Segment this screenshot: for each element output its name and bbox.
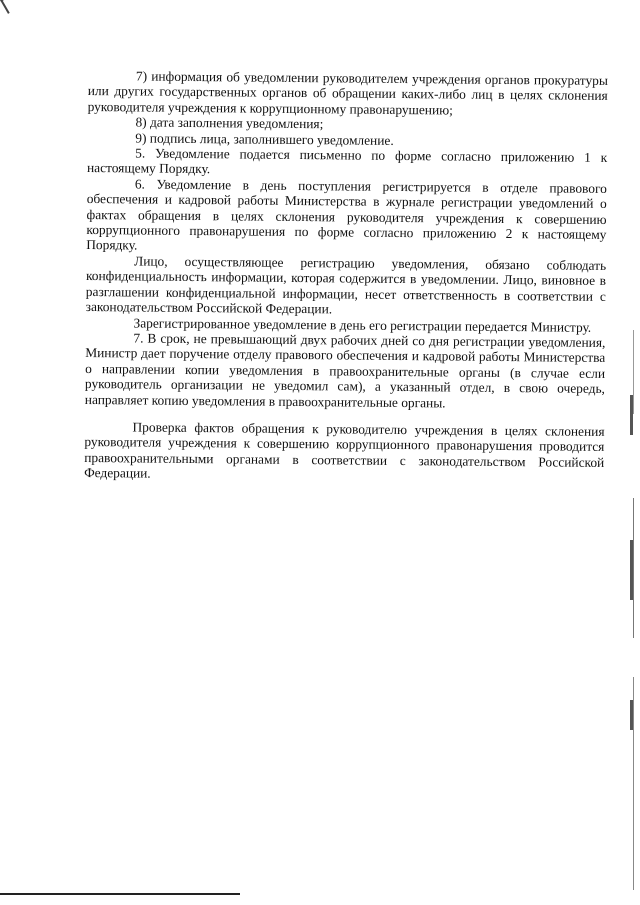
- scan-edge-tick: [630, 540, 633, 600]
- paragraph-item-8: 8) дата заполнения уведомления;: [135, 114, 324, 132]
- scan-edge-line: [633, 330, 634, 890]
- paragraph-point-6: 6. Уведомление в день поступления регистрируется в отделе правового обеспечения и кадровой работы Министерства в журнале регистрации уведомлений о фактах обращения в целях склонения руководителя учреждения к совершению коррупционного правонарушения по форме согласно приложению 2 к настоящему Порядку.: [86, 176, 607, 253]
- document-body: [84, 68, 608, 486]
- scan-corner-mark: [0, 0, 24, 14]
- scan-edge-tick: [630, 700, 633, 730]
- paragraph-point-7: 7. В срок, не превышающий двух рабочих дней со дня регистрации уведомления, Министр дает поручение отделу правового обеспечения и кадровой работы Министерства о направлении копии уведомления в правоохранительные органы (в случае если руководитель организации не уведомил сам), а указанный отдел, в свою очередь, направляет копию уведомления в правоохранительные органы.: [84, 330, 606, 410]
- paragraph-item-7: 7) информация об уведомлении руководителем учреждения органов прокуратуры или других государственных органов об обращении каких-либо лиц в целях склонения руководителя учреждения к коррупционному правонарушению;: [87, 68, 608, 118]
- paragraph-item-9: 9) подпись лица, заполнившего уведомление.: [135, 130, 394, 148]
- paragraph-verification: Проверка фактов обращения к руководителю учреждения в целях склонения руководителя учреждения к совершению коррупционного правонарушения проводится правоохранительными органами в соответствии с законодательством Российской Федерации.: [84, 419, 605, 481]
- paragraph-point-5: 5. Уведомление подается письменно по форме согласно приложению 1 к настоящему Порядку.: [86, 145, 608, 177]
- scan-edge-tick: [630, 395, 633, 435]
- scan-bottom-line: [0, 893, 240, 895]
- paragraph-confidentiality: Лицо, осуществляющее регистрацию уведомления, обязано соблюдать конфиденциальность информации, которая содержится в уведомлении. Лицо, виновное в разглашении конфиденциальной информации, несет ответственность в соответствии с законодательством Российской Федерации.: [85, 253, 607, 317]
- paragraph-transfer-to-minister: Зарегистрированное уведомление в день его регистрации передается Министру.: [133, 314, 592, 335]
